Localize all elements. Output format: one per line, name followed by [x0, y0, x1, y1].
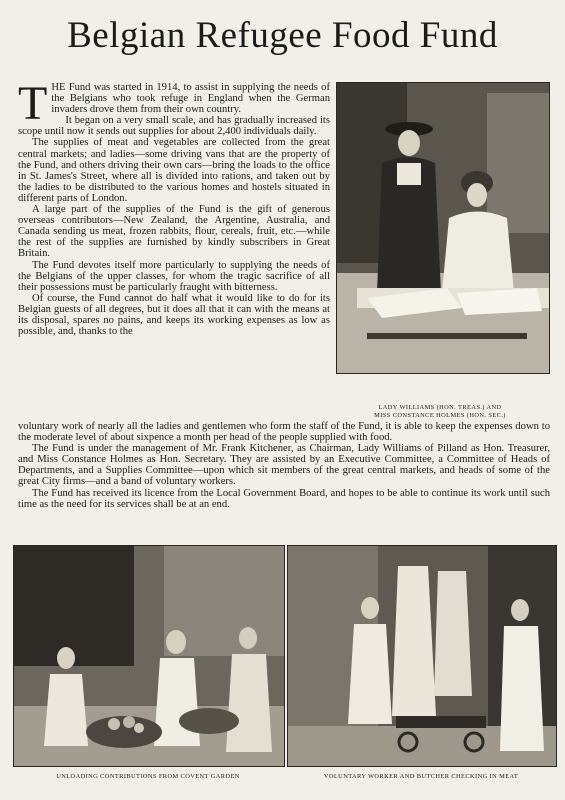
- article-paragraph-6-continued: voluntary work of nearly all the ladies and gentlemen who form the staff of the Fund, it is able to keep the expenses down to the moderate level of about sixpence a month per head of the people supplied with food.: [18, 421, 550, 444]
- photo-unloading-covent-garden: [13, 545, 285, 767]
- photo-caption-top: [340, 404, 540, 420]
- article-paragraph-8: The Fund has received its licence from the Local Government Board, and hopes to be able to continue its work until such time as the need for its services shall be at an end.: [18, 487, 550, 510]
- article-paragraph-3: The supplies of meat and vegetables are collected from the great central markets; and ladies—some driving vans that are the property of the Fund, and others driving their own cars—bring the loads to the office in St. James's Street, where all is divided into rations, and taken out by the ladies to be distributed to the various homes and hostels situated in different parts of London.: [18, 137, 330, 204]
- paragraph-text: HE Fund was started in 1914, to assist in supplying the needs of the Belgians who took refuge in England when the German invaders drove them from their own country.: [51, 82, 330, 116]
- article-paragraph-5: The Fund devotes itself more particularly to supplying the needs of the Belgians of the upper classes, for whom the tragic sacrifice of all their possessions must be particularly fraught with bitterness.: [18, 259, 330, 293]
- photo-illustration: [14, 546, 284, 766]
- caption-line: LADY WILLIAMS (HON. TREAS.) AND: [378, 404, 502, 411]
- photo-caption-bottom-left: UNLOADING CONTRIBUTIONS FROM COVENT GARDEN: [56, 773, 240, 780]
- article-paragraph-7: The Fund is under the management of Mr. Frank Kitchener, as Chairman, Lady Williams of Pilland as Hon. Treasurer, and Miss Constance Holmes as Hon. Secretary. They are assisted by an Executive Committee, a Committee of Heads of Departments, and a Supplies Committee—upon which sit members of the great central markets, and heads of some of the great City firms—and a band of voluntary workers.: [18, 443, 550, 488]
- article-paragraph-4: A large part of the supplies of the Fund is the gift of generous overseas contributors—New Zealand, the Argentine, Australia, and Canada sending us meat, frozen rabbits, flour, cereals, fruit, etc.—while the rest of the supplies are furnished by kindly subscribers in Great Britain.: [18, 204, 330, 260]
- article-continuation: [18, 421, 550, 510]
- photo-illustration: [337, 83, 549, 373]
- caption-line: MISS CONSTANCE HOLMES (HON. SEC.): [374, 412, 506, 419]
- article-column: [18, 77, 330, 338]
- page-title: Belgian Refugee Food Fund: [67, 15, 498, 56]
- photo-worker-and-butcher: [287, 545, 557, 767]
- article-paragraph-6: Of course, the Fund cannot do half what it would like to do for its Belgian guests of all degrees, but it does all that it can with the means at its disposal, spares no pains, and keeps its working expenses as low as possible, and, thanks to the: [18, 292, 330, 338]
- article-paragraph-2: It began on a very small scale, and has gradually increased its scope until now it sends out supplies for about 2,400 individuals daily.: [18, 115, 330, 138]
- drop-cap: T: [18, 77, 48, 130]
- photo-illustration: [288, 546, 556, 766]
- photo-caption-bottom-right: VOLUNTARY WORKER AND BUTCHER CHECKING IN MEAT: [323, 773, 519, 780]
- photo-lady-williams-and-miss-holmes: [336, 82, 550, 374]
